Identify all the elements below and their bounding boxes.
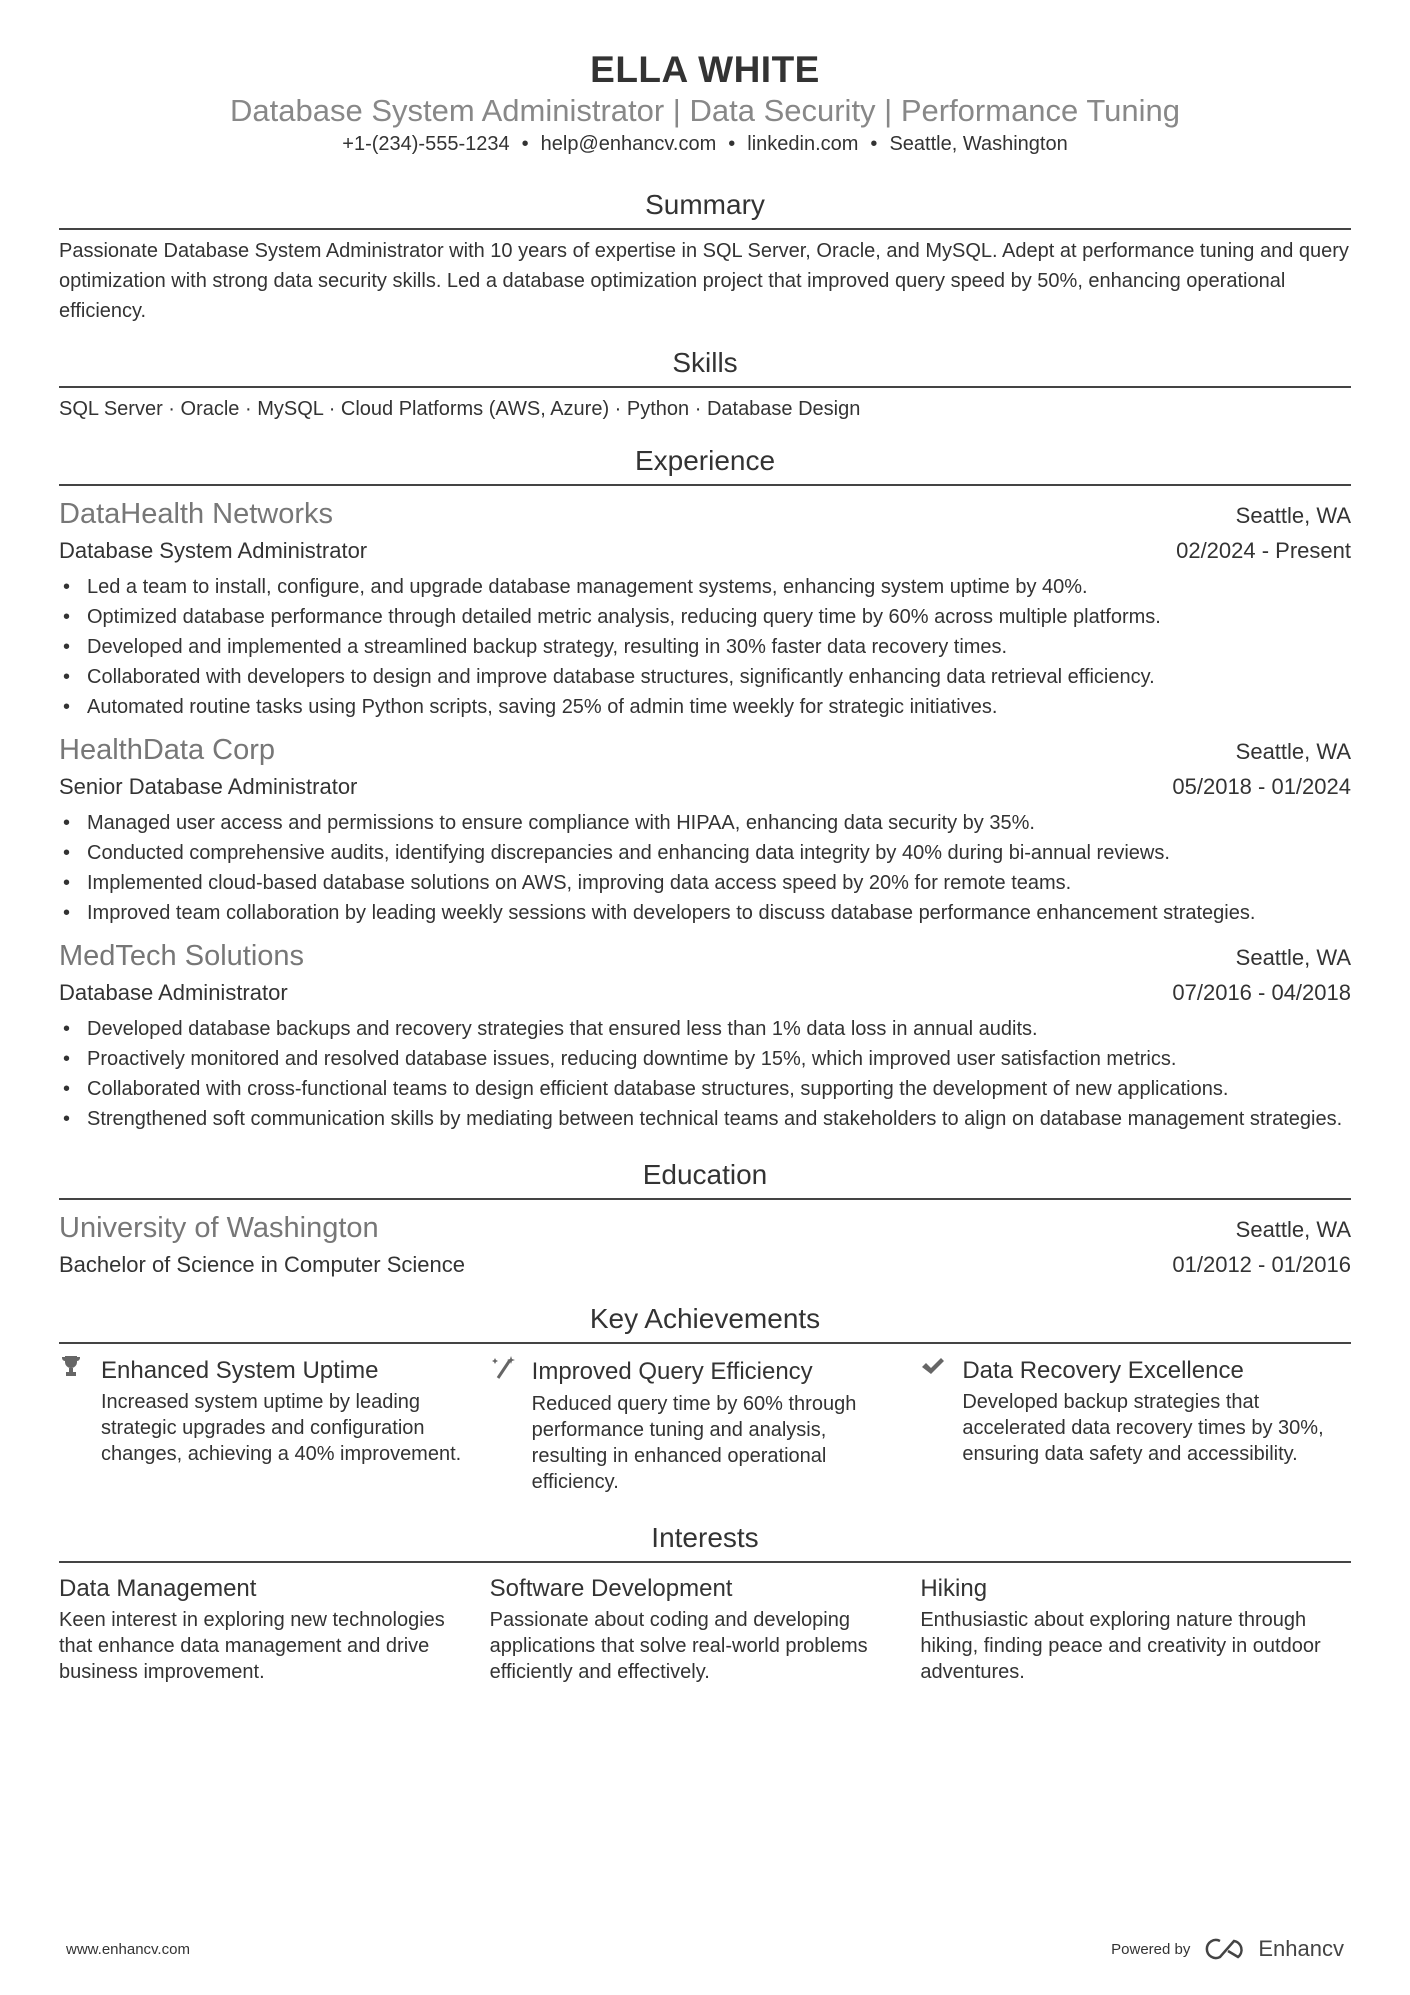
job-bullets bbox=[59, 572, 1351, 722]
interests-heading: Interests bbox=[59, 1521, 1351, 1563]
school-name: University of Washington bbox=[59, 1212, 379, 1244]
footer bbox=[66, 1936, 1344, 1962]
interest-title: Data Management bbox=[59, 1575, 257, 1602]
interest-item bbox=[59, 1573, 490, 1685]
degree: Bachelor of Science in Computer Science bbox=[59, 1252, 465, 1277]
job-location: Seattle, WA bbox=[1235, 945, 1351, 970]
experience-heading: Experience bbox=[59, 444, 1351, 486]
job-bullet: • Collaborated with developers to design and improve database structures, significantly enhancing data retrieval efficiency. bbox=[59, 662, 1351, 692]
enhancv-logo bbox=[1204, 1936, 1344, 1962]
email-link[interactable]: help@enhancv.com bbox=[540, 133, 717, 155]
job-bullet: • Proactively monitored and resolved database issues, reducing downtime by 15%, which improved user satisfaction metrics. bbox=[59, 1044, 1351, 1074]
achievements-heading: Key Achievements bbox=[59, 1302, 1351, 1344]
job-entry bbox=[59, 732, 1351, 928]
job-bullet: • Developed and implemented a streamlined backup strategy, resulting in 30% faster data recovery times. bbox=[59, 632, 1351, 662]
job-location: Seattle, WA bbox=[1235, 503, 1351, 528]
job-bullet: • Implemented cloud-based database solutions on AWS, improving data access speed by 20% for remote teams. bbox=[59, 868, 1351, 898]
achievement-item bbox=[59, 1354, 490, 1495]
skills-heading: Skills bbox=[59, 346, 1351, 388]
job-bullet: • Collaborated with cross-functional teams to design efficient database structures, supporting the development of new applications. bbox=[59, 1074, 1351, 1104]
enhancv-brand: Enhancv bbox=[1258, 1936, 1344, 1961]
powered-by-label: Powered by bbox=[1111, 1940, 1191, 1958]
school-location: Seattle, WA bbox=[1235, 1217, 1351, 1242]
job-bullet: • Developed database backups and recovery strategies that ensured less than 1% data loss in annual audits. bbox=[59, 1014, 1351, 1044]
company-name: HealthData Corp bbox=[59, 734, 275, 766]
education-entry bbox=[59, 1210, 1351, 1282]
interest-title: Hiking bbox=[920, 1575, 988, 1602]
interest-title: Software Development bbox=[489, 1575, 733, 1602]
enhancv-logo-icon bbox=[1204, 1937, 1250, 1961]
job-bullet: • Conducted comprehensive audits, identifying discrepancies and enhancing data integrity by 40% during bi-annual reviews. bbox=[59, 838, 1351, 868]
job-bullet: • Improved team collaboration by leading weekly sessions with developers to discuss database performance enhancement strategies. bbox=[59, 898, 1351, 928]
job-bullets bbox=[59, 808, 1351, 928]
education-dates: 01/2012 - 01/2016 bbox=[1172, 1252, 1351, 1277]
interest-description: Keen interest in exploring new technologies that enhance data management and drive business improvement. bbox=[59, 1609, 445, 1683]
achievement-item bbox=[920, 1354, 1351, 1495]
job-title: Database System Administrator bbox=[59, 538, 368, 563]
job-dates: 07/2016 - 04/2018 bbox=[1172, 980, 1351, 1005]
job-dates: 02/2024 - Present bbox=[1176, 538, 1351, 563]
job-entry bbox=[59, 496, 1351, 722]
achievement-title: Data Recovery Excellence bbox=[962, 1356, 1244, 1384]
magic-wand-icon bbox=[490, 1354, 532, 1389]
achievement-title: Enhanced System Uptime bbox=[101, 1356, 379, 1384]
skills-list: SQL Server · Oracle · MySQL · Cloud Platforms (AWS, Azure) · Python · Database Design bbox=[59, 398, 861, 420]
job-bullets bbox=[59, 1014, 1351, 1134]
checkmark-icon bbox=[920, 1354, 962, 1387]
linkedin-link[interactable]: linkedin.com bbox=[747, 133, 859, 155]
job-bullet: • Strengthened soft communication skills by mediating between technical teams and stakeholders to align on database management strategies. bbox=[59, 1104, 1351, 1134]
company-name: DataHealth Networks bbox=[59, 498, 333, 530]
job-bullet: • Automated routine tasks using Python scripts, saving 25% of admin time weekly for strategic initiatives. bbox=[59, 692, 1351, 722]
trophy-icon bbox=[59, 1354, 101, 1387]
interest-item bbox=[920, 1573, 1351, 1685]
achievements-list bbox=[59, 1354, 1351, 1495]
achievement-description: Reduced query time by 60% through performance tuning and analysis, resulting in enhanced operational efficiency. bbox=[531, 1393, 857, 1493]
job-bullet: • Optimized database performance through detailed metric analysis, reducing query time by 60% across multiple platforms. bbox=[59, 602, 1351, 632]
interest-item bbox=[490, 1573, 921, 1685]
job-title: Senior Database Administrator bbox=[59, 774, 358, 799]
job-location: Seattle, WA bbox=[1235, 739, 1351, 764]
achievement-description: Developed backup strategies that accelerated data recovery times by 30%, ensuring data safety and accessibility. bbox=[962, 1391, 1324, 1465]
achievement-item bbox=[490, 1354, 921, 1495]
summary-text: Passionate Database System Administrator with 10 years of expertise in SQL Server, Oracle, and MySQL. Adept at performance tuning and query optimization with strong data security skills. Led a database optimization project that improved query speed by 50%, enhancing operational efficiency. bbox=[59, 240, 1349, 322]
interests-list bbox=[59, 1573, 1351, 1685]
company-name: MedTech Solutions bbox=[59, 940, 305, 972]
candidate-name: ELLA WHITE bbox=[590, 49, 820, 90]
headline: Database System Administrator | Data Security | Performance Tuning bbox=[230, 93, 1180, 128]
achievement-description: Increased system uptime by leading strategic upgrades and configuration changes, achieving a 40% improvement. bbox=[101, 1391, 462, 1465]
location: Seattle, Washington bbox=[889, 133, 1068, 155]
job-bullet: • Managed user access and permissions to ensure compliance with HIPAA, enhancing data security by 35%. bbox=[59, 808, 1351, 838]
job-bullet: • Led a team to install, configure, and upgrade database management systems, enhancing system uptime by 40%. bbox=[59, 572, 1351, 602]
interest-description: Passionate about coding and developing applications that solve real-world problems efficiently and effectively. bbox=[489, 1609, 868, 1683]
contact-info: +1-(234)-555-1234 • help@enhancv.com • linkedin.com • Seattle, Washington bbox=[342, 133, 1068, 155]
summary-heading: Summary bbox=[59, 188, 1351, 230]
education-heading: Education bbox=[59, 1158, 1351, 1200]
interest-description: Enthusiastic about exploring nature through hiking, finding peace and creativity in outdoor adventures. bbox=[920, 1609, 1321, 1683]
job-dates: 05/2018 - 01/2024 bbox=[1172, 774, 1351, 799]
phone: +1-(234)-555-1234 bbox=[342, 133, 510, 155]
job-entry bbox=[59, 938, 1351, 1134]
achievement-title: Improved Query Efficiency bbox=[531, 1357, 813, 1385]
experience-list bbox=[59, 496, 1351, 1134]
website-link[interactable]: www.enhancv.com bbox=[66, 1940, 190, 1958]
job-title: Database Administrator bbox=[59, 980, 288, 1005]
